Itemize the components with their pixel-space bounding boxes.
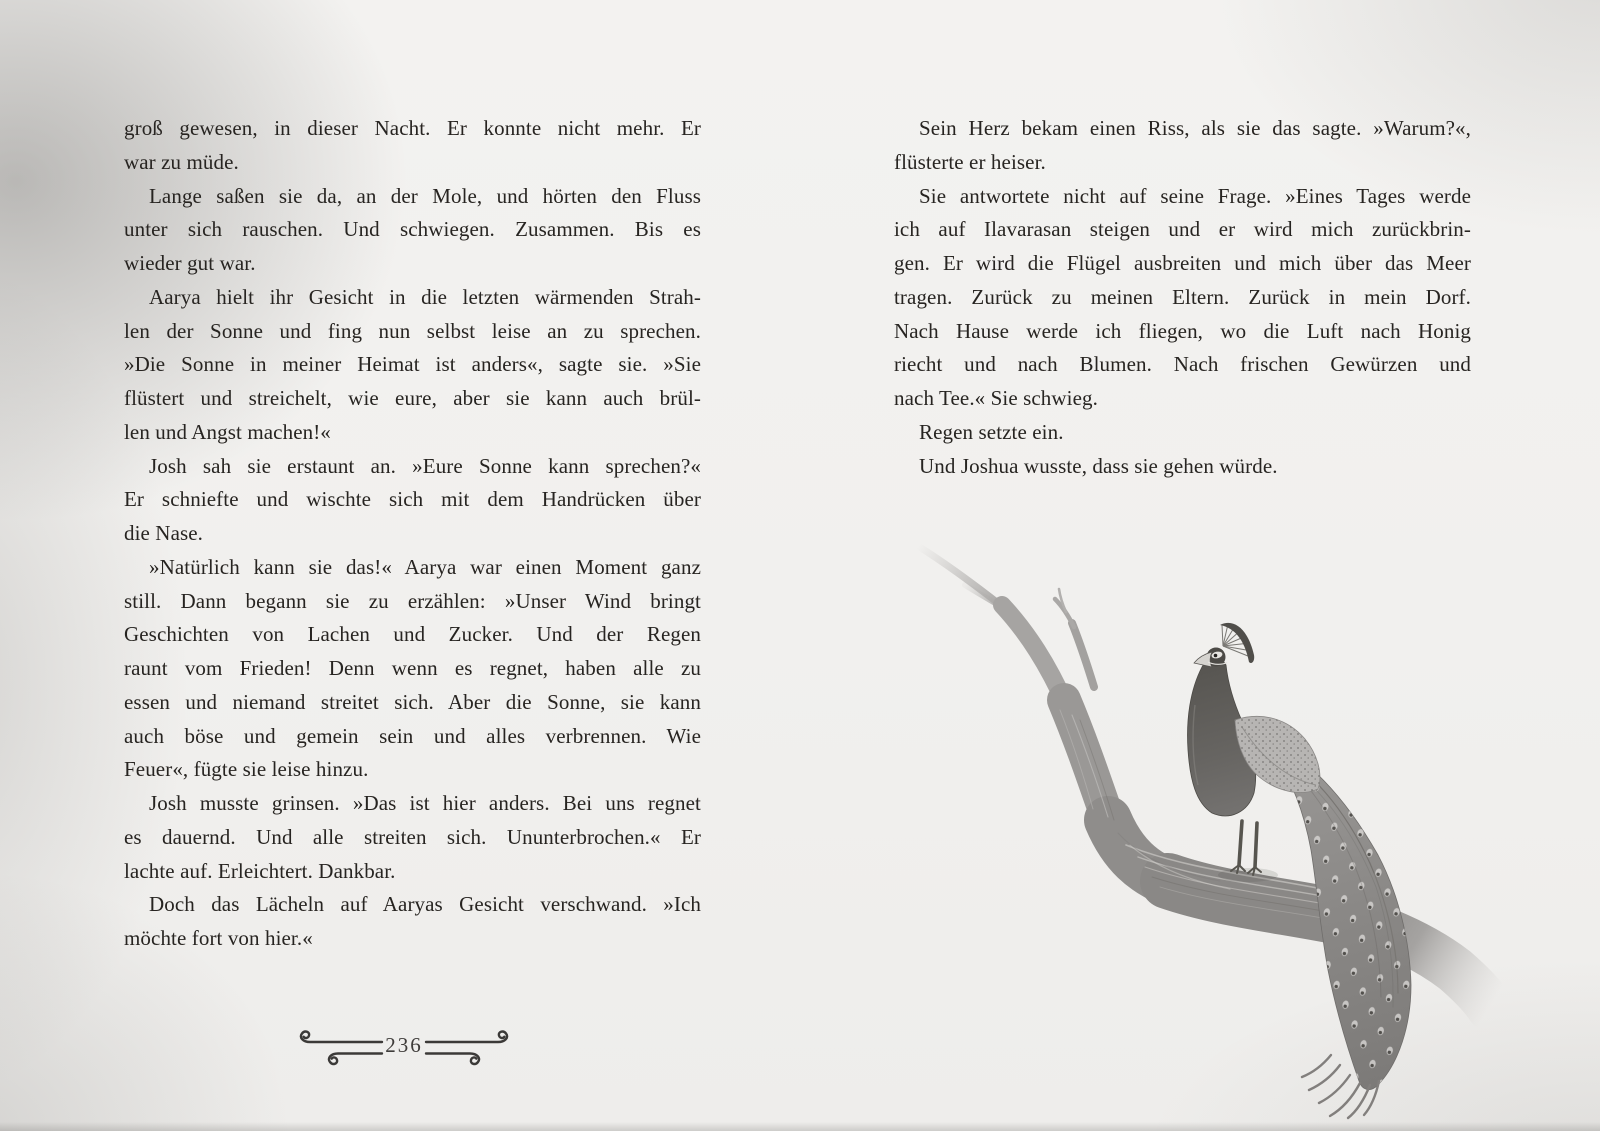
text-line: nach Tee.« Sie schwieg.	[894, 386, 1098, 410]
text-line: groß gewesen, in dieser Nacht. Er konnte nicht mehr. Er	[124, 116, 701, 140]
text-line: still. Dann begann sie zu erzählen: »Unser Wind bringt	[124, 588, 701, 613]
text-line: raunt vom Frieden! Denn wenn es regnet, haben alle zu	[124, 656, 701, 680]
peacock-head	[1194, 623, 1254, 667]
text-line: Sein Herz bekam einen Riss, als sie das sagte. »Warum?«,	[919, 116, 1471, 140]
text-line: Geschichten von Lachen und Zucker. Und der Regen	[124, 622, 701, 647]
text-line: es dauernd. Und alle streiten sich. Ununterbrochen.« Er	[124, 824, 701, 849]
text-line: Doch das Lächeln auf Aaryas Gesicht verschwand. »Ich	[149, 892, 701, 917]
text-line: Sie antwortete nicht auf seine Frage. »Eines Tages werde	[919, 183, 1471, 208]
page-number: 236	[385, 1033, 423, 1057]
text-line: die Nase.	[124, 521, 204, 545]
left-page-text	[124, 112, 701, 956]
text-line: Und Joshua wusste, dass sie gehen würde.	[919, 453, 1278, 478]
text-line: flüsterte er heiser.	[894, 149, 1046, 174]
text-line: Josh sah sie erstaunt an. »Eure Sonne kann sprechen?«	[149, 453, 701, 478]
text-line: »Natürlich kann sie das!« Aarya war einen Moment ganz	[149, 554, 701, 579]
text-line: tragen. Zurück zu meinen Eltern. Zurück in mein Dorf.	[894, 284, 1471, 309]
text-line: gen. Er wird die Flügel ausbreiten und mich über das Meer	[894, 251, 1471, 275]
text-line: Josh musste grinsen. »Das ist hier anders. Bei uns regnet	[149, 791, 701, 815]
text-line: Nach Hause werde ich fliegen, wo die Luft nach Honig	[894, 318, 1471, 343]
text-line: Er schniefte und wischte sich mit dem Handrücken über	[124, 487, 701, 512]
text-line: Regen setzte ein.	[919, 419, 1064, 444]
text-line: Lange saßen sie da, an der Mole, und hörten den Fluss	[149, 183, 701, 208]
text-line: essen und niemand streitet sich. Aber die Sonne, sie kann	[124, 689, 701, 714]
text-line: möchte fort von hier.«	[124, 926, 313, 950]
page-number-ornament	[294, 1023, 514, 1067]
peacock-legs	[1218, 821, 1278, 882]
text-line: len der Sonne und fing nun selbst leise an zu sprechen.	[124, 318, 701, 343]
right-page-text	[894, 112, 1471, 483]
text-line: len und Angst machen!«	[124, 419, 331, 444]
peacock-illustration	[890, 515, 1510, 1131]
text-line: auch böse und gemein sein und alles verbrennen. Wie	[124, 723, 701, 748]
text-line: wieder gut war.	[124, 251, 256, 275]
text-line: flüstert und streichelt, wie eure, aber sie kann auch brül-	[124, 386, 701, 410]
text-line: Aarya hielt ihr Gesicht in die letzten wärmenden Strah-	[149, 284, 701, 309]
peacock-on-branch-drawing	[890, 515, 1510, 1131]
text-line: war zu müde.	[124, 149, 239, 174]
text-line: ich auf Ilavarasan steigen und er wird mich zurückbrin-	[894, 217, 1471, 242]
text-line: lachte auf. Erleichtert. Dankbar.	[124, 858, 396, 883]
text-line: unter sich rauschen. Und schwiegen. Zusammen. Bis es	[124, 217, 701, 242]
text-line: »Die Sonne in meiner Heimat ist anders«, sagte sie. »Sie	[124, 352, 701, 377]
text-line: Feuer«, fügte sie leise hinzu.	[124, 757, 369, 782]
text-line: riecht und nach Blumen. Nach frischen Gewürzen und	[894, 352, 1471, 377]
